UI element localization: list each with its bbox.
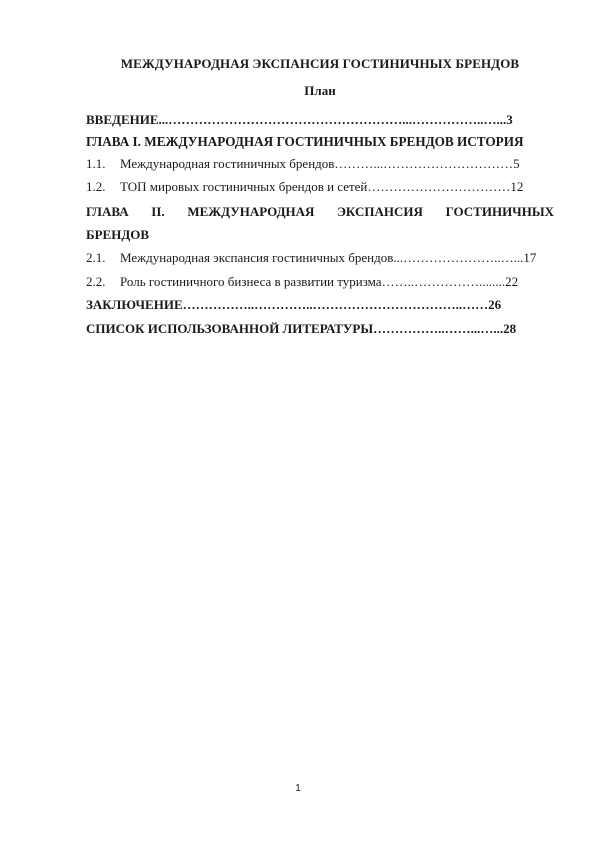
page-number: 1 bbox=[295, 783, 301, 794]
toc-item-text: ТОП мировых гостиничных брендов и сетей…………………………… bbox=[120, 179, 511, 194]
toc-item-2-1 bbox=[86, 250, 554, 266]
plan-heading: План bbox=[304, 83, 336, 98]
toc-item-number: 1.2. bbox=[86, 179, 106, 194]
toc-item-page: 12 bbox=[510, 179, 524, 194]
toc-item-number: 2.1. bbox=[86, 250, 106, 265]
toc-item-number: 2.2. bbox=[86, 274, 106, 289]
toc-item-page: 22 bbox=[505, 274, 519, 289]
toc-intro: ВВЕДЕНИЕ...………………………………………………...……………..…...3 bbox=[86, 112, 513, 127]
toc-item-page: …5 bbox=[500, 156, 520, 171]
toc-item-1-2 bbox=[86, 179, 554, 195]
toc-item-text: Международная экспансия гостиничных брендов...…………………..…... bbox=[120, 250, 524, 265]
toc-item-text: Международная гостиничных брендов………...……………………… bbox=[120, 156, 501, 171]
toc-item-1-1 bbox=[86, 156, 554, 172]
toc-conclusion: ЗАКЛЮЧЕНИЕ……………..…………..……………………………..……26 bbox=[86, 297, 502, 312]
toc-item-page: 17 bbox=[523, 250, 537, 265]
document-title: МЕЖДУНАРОДНАЯ ЭКСПАНСИЯ ГОСТИНИЧНЫХ БРЕНДОВ bbox=[120, 56, 520, 71]
toc-chapter-1: ГЛАВА I. МЕЖДУНАРОДНАЯ ГОСТИНИЧНЫХ БРЕНДОВ ИСТОРИЯ bbox=[86, 134, 524, 149]
toc-item-2-2 bbox=[86, 274, 554, 290]
toc-chapter-2-line-2: БРЕНДОВ bbox=[86, 227, 150, 242]
toc-references: СПИСОК ИСПОЛЬЗОВАННОЙ ЛИТЕРАТУРЫ……………..……...…...28 bbox=[86, 321, 517, 336]
toc-item-number: 1.1. bbox=[86, 156, 106, 171]
toc-chapter-2-line-1: ГЛАВА II. МЕЖДУНАРОДНАЯ ЭКСПАНСИЯ ГОСТИНИЧНЫХ bbox=[86, 204, 554, 219]
toc-item-text: Роль гостиничного бизнеса в развитии туризма……..……………........ bbox=[120, 274, 506, 289]
